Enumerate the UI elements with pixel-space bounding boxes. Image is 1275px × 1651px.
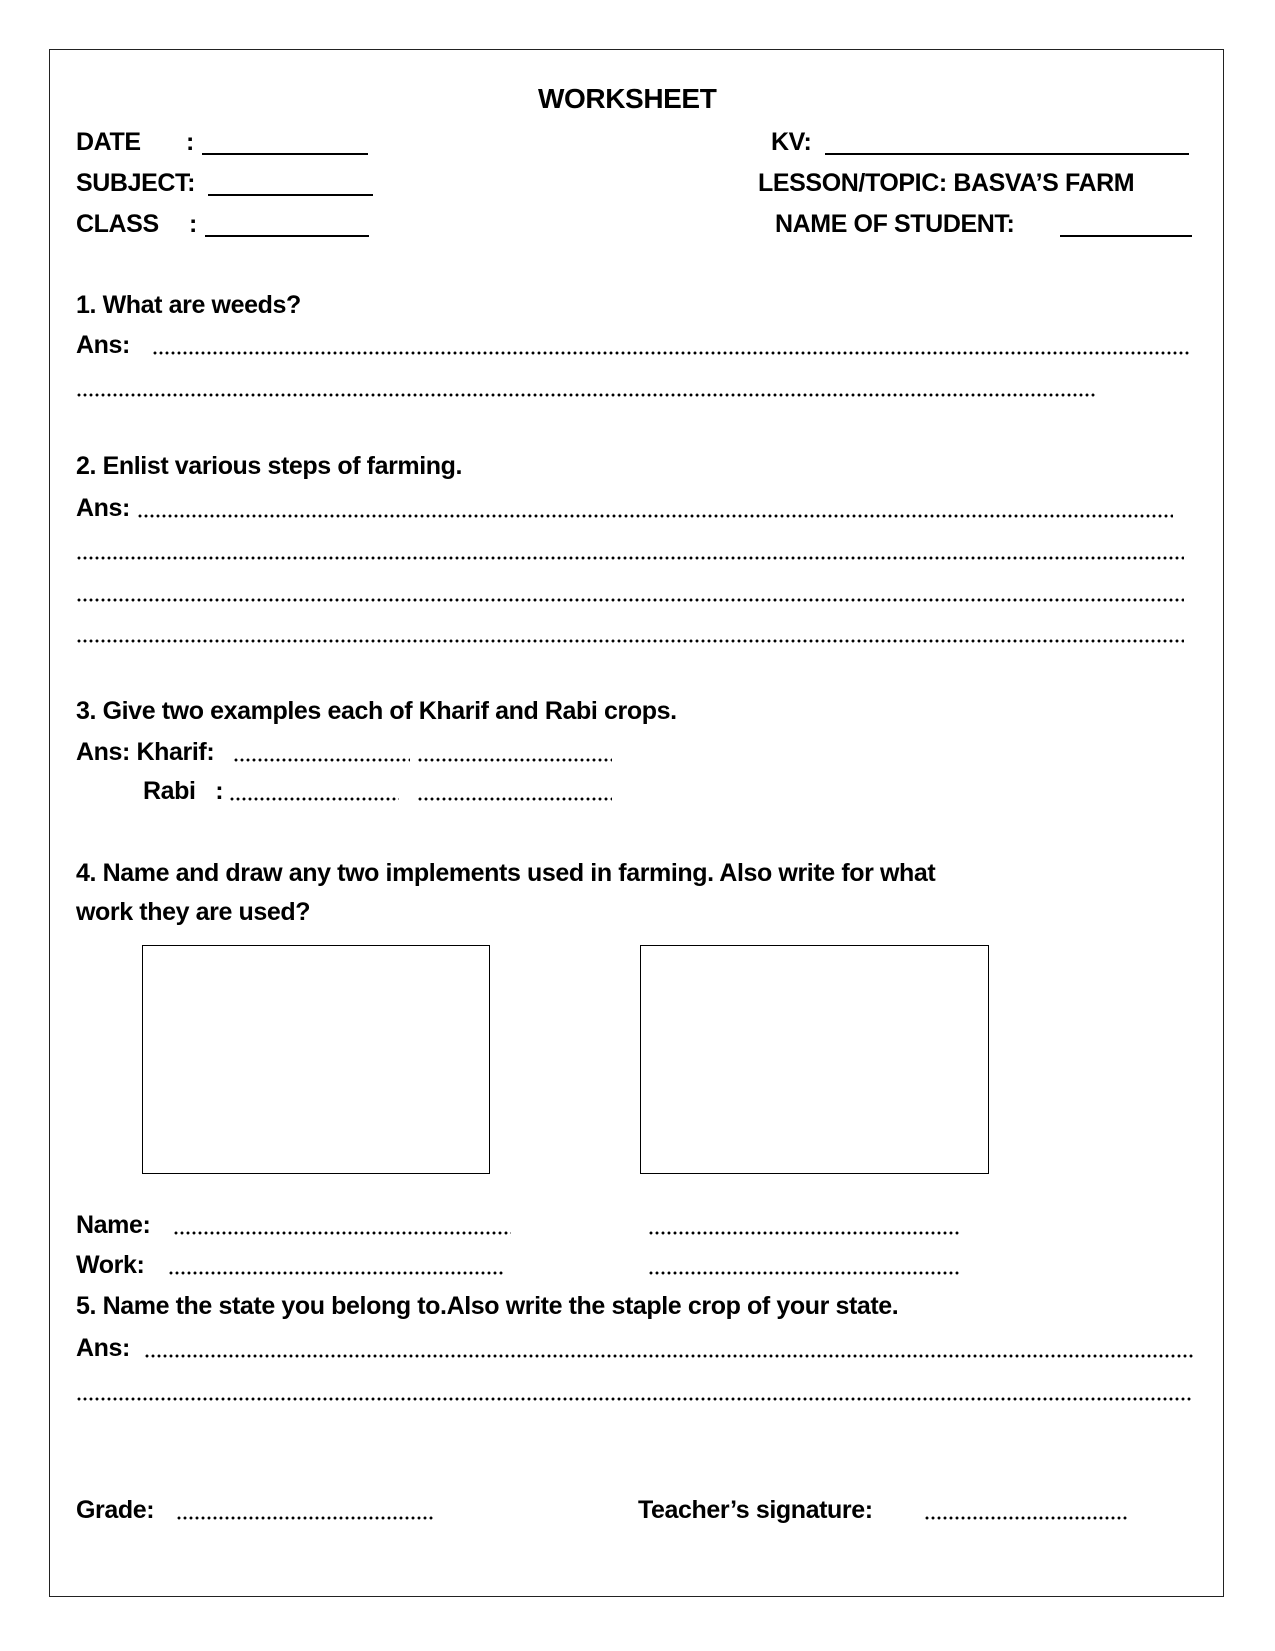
question-4-line-2: work they are used? <box>76 898 311 926</box>
q2-ans-label: Ans: <box>76 494 130 522</box>
q1-answer-line[interactable] <box>76 392 1097 398</box>
q2-answer-line[interactable] <box>76 597 1184 603</box>
q2-answer-line[interactable] <box>137 513 1173 519</box>
q5-ans-label: Ans: <box>76 1334 130 1362</box>
worksheet-title: WORKSHEET <box>538 83 717 114</box>
q5-answer-line[interactable] <box>76 1396 1192 1402</box>
kharif-answer-1[interactable] <box>233 757 410 763</box>
question-5: 5. Name the state you belong to.Also write the staple crop of your state. <box>76 1292 899 1320</box>
rabi-answer-1[interactable] <box>229 796 399 802</box>
q5-answer-line[interactable] <box>144 1353 1194 1359</box>
rabi-answer-2[interactable] <box>417 796 612 802</box>
implement-1-work[interactable] <box>168 1270 504 1276</box>
class-colon: : <box>189 210 197 238</box>
rabi-label: Rabi : <box>143 777 224 805</box>
kv-field[interactable] <box>825 153 1189 155</box>
kharif-label: Ans: Kharif: <box>76 738 215 766</box>
q2-answer-line[interactable] <box>76 555 1184 561</box>
lesson-topic: LESSON/TOPIC: BASVA’S FARM <box>758 169 1135 197</box>
subject-label: SUBJECT: <box>76 169 196 197</box>
name-label: Name: <box>76 1211 151 1239</box>
teacher-signature-field[interactable] <box>924 1515 1129 1521</box>
student-name-field[interactable] <box>1060 235 1192 237</box>
class-label: CLASS <box>76 210 159 238</box>
date-colon: : <box>186 128 194 156</box>
teacher-signature-label: Teacher’s signature: <box>638 1496 873 1524</box>
drawing-box-1[interactable] <box>142 945 490 1174</box>
date-label: DATE <box>76 128 141 156</box>
subject-field[interactable] <box>208 194 373 196</box>
kharif-answer-2[interactable] <box>417 757 612 763</box>
kv-label: KV: <box>771 128 812 156</box>
question-1: 1. What are weeds? <box>76 291 301 319</box>
student-name-label: NAME OF STUDENT: <box>775 210 1015 238</box>
implement-2-work[interactable] <box>648 1270 961 1276</box>
question-4-line-1: 4. Name and draw any two implements used in farming. Also write for what <box>76 859 936 887</box>
grade-label: Grade: <box>76 1496 155 1524</box>
drawing-box-2[interactable] <box>640 945 989 1174</box>
implement-2-name[interactable] <box>648 1230 961 1236</box>
q1-answer-line[interactable] <box>152 350 1189 356</box>
q1-ans-label: Ans: <box>76 331 130 359</box>
question-3: 3. Give two examples each of Kharif and Rabi crops. <box>76 697 677 725</box>
implement-1-name[interactable] <box>173 1230 511 1236</box>
q2-answer-line[interactable] <box>76 638 1184 644</box>
class-field[interactable] <box>205 235 369 237</box>
question-2: 2. Enlist various steps of farming. <box>76 452 463 480</box>
grade-field[interactable] <box>176 1515 434 1521</box>
work-label: Work: <box>76 1251 145 1279</box>
date-field[interactable] <box>202 153 368 155</box>
page-border <box>49 49 1224 1597</box>
